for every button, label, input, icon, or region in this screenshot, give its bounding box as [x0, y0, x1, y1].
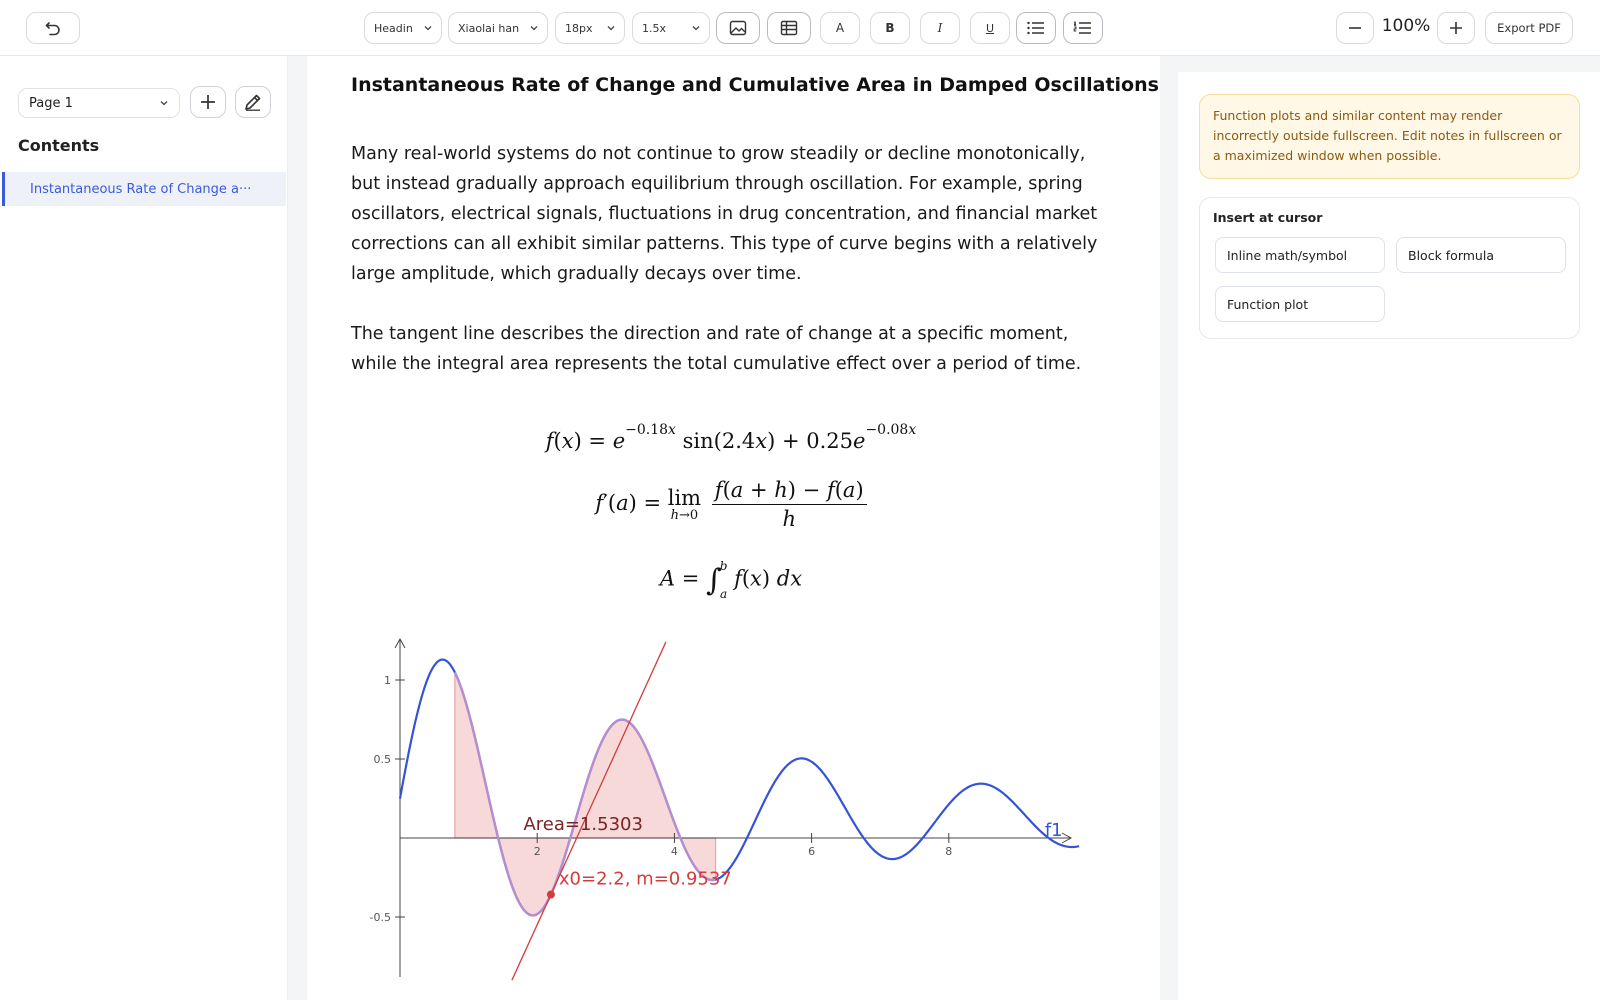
- y-tick-label: 0.5: [373, 753, 391, 766]
- curve-label-f1: f1: [1044, 820, 1063, 841]
- paragraph-1[interactable]: Many real-world systems do not continue to grow steadily or decline monotonically, but instead gradually approach equilibrium through oscillation. For example, spring oscillators, electrical signals, fluctuations in drug concentration, and financial market corrections can all exhibit similar patterns. This type of curve begins with a relatively large amplitude, which gradually decays over time.: [351, 144, 1098, 284]
- area-label: Area=1.5303: [523, 814, 643, 835]
- bullet-list-icon: [1026, 20, 1046, 36]
- page-select-value: Page 1: [29, 95, 73, 111]
- add-page-button[interactable]: [190, 86, 226, 118]
- page-select[interactable]: [18, 88, 180, 118]
- fullscreen-warning: Function plots and similar content may render incorrectly outside fullscreen. Edit notes in fullscreen or a maximized window when possible.: [1199, 94, 1580, 179]
- function-plot[interactable]: [351, 632, 1091, 982]
- formula-area-integral[interactable]: A = ∫ b a f(x) dx: [659, 559, 803, 601]
- numbered-list-icon: [1073, 20, 1093, 36]
- insert-at-cursor-card: [1199, 197, 1580, 339]
- x-tick-label: 8: [945, 845, 953, 858]
- chevron-down-icon: [423, 23, 433, 33]
- inline-math-button[interactable]: Inline math/symbol: [1215, 237, 1385, 273]
- export-pdf-button[interactable]: [1485, 12, 1573, 44]
- y-tick-label: 1: [384, 674, 391, 687]
- formula-derivative[interactable]: f′(a) = lim h→0 $\frac{f(a + h) - f(a)}{h}$: [351, 478, 1111, 531]
- plus-icon: [199, 93, 217, 111]
- zoom-in-button[interactable]: [1437, 12, 1475, 44]
- x-tick-label: 4: [670, 845, 678, 858]
- font-family-select[interactable]: [448, 12, 548, 44]
- numbered-list-button[interactable]: [1063, 12, 1103, 44]
- undo-icon: [44, 19, 62, 37]
- font-family-value: Xiaolai han: [458, 21, 520, 35]
- table-icon: [780, 20, 798, 36]
- contents-heading: Contents: [18, 136, 100, 155]
- underline-label: U: [985, 21, 995, 35]
- toc-item[interactable]: [2, 172, 286, 206]
- undo-button[interactable]: [26, 12, 80, 44]
- export-pdf-label: Export PDF: [1497, 21, 1561, 35]
- line-height-select[interactable]: [632, 12, 710, 44]
- x-tick-label: 6: [808, 845, 816, 858]
- x-tick-label: 2: [533, 845, 541, 858]
- zoom-out-button[interactable]: [1336, 12, 1374, 44]
- font-size-value: 18px: [565, 21, 593, 35]
- image-icon: [729, 20, 747, 36]
- chevron-down-icon: [606, 23, 616, 33]
- left-sidebar: [0, 56, 288, 1000]
- insert-at-cursor-title: Insert at cursor: [1213, 210, 1323, 225]
- block-formula-button[interactable]: Block formula: [1396, 237, 1566, 273]
- function-plot-button[interactable]: Function plot: [1215, 286, 1385, 322]
- block-type-select[interactable]: [364, 12, 442, 44]
- chevron-down-icon: [159, 98, 169, 108]
- italic-button[interactable]: [920, 12, 960, 44]
- chevron-down-icon: [529, 23, 539, 33]
- y-tick-label: -0.5: [369, 911, 391, 924]
- rename-page-button[interactable]: [235, 86, 271, 118]
- formula-function-definition[interactable]: $f(x) = e^{-0.18x}$ $\sin(2.4x) + 0.25e^{-0.08x}$: [545, 422, 917, 453]
- tangent-point: [547, 891, 555, 899]
- insert-table-button[interactable]: [767, 12, 811, 44]
- plus-icon: [1448, 20, 1464, 36]
- bullet-list-button[interactable]: [1016, 12, 1056, 44]
- function-curve-f1: [400, 660, 1079, 916]
- line-height-value: 1.5x: [642, 21, 667, 35]
- top-toolbar: [0, 0, 1600, 56]
- minus-icon: [1347, 20, 1363, 36]
- paragraph-2[interactable]: The tangent line describes the direction and rate of change at a specific moment, while the integral area represents the total cumulative effect over a period of time.: [351, 324, 1082, 374]
- insert-image-button[interactable]: [716, 12, 760, 44]
- tangent-label: x0=2.2, m=0.9537: [558, 868, 732, 890]
- zoom-level: 100%: [1381, 16, 1431, 36]
- pencil-icon: [243, 92, 263, 112]
- document-title[interactable]: [351, 74, 1159, 97]
- block-type-value: Headin: [374, 21, 413, 35]
- text-color-label: A: [835, 21, 845, 35]
- toc-item-label: Instantaneous Rate of Change a···: [30, 181, 252, 197]
- bold-button[interactable]: [870, 12, 910, 44]
- document-title-text: Instantaneous Rate of Change and Cumulative Area in Damped Oscillations: [351, 74, 1159, 96]
- font-size-select[interactable]: [555, 12, 625, 44]
- italic-label: I: [937, 21, 943, 35]
- underline-button[interactable]: [970, 12, 1010, 44]
- bold-label: B: [885, 21, 895, 35]
- text-color-button[interactable]: [820, 12, 860, 44]
- chevron-down-icon: [691, 23, 701, 33]
